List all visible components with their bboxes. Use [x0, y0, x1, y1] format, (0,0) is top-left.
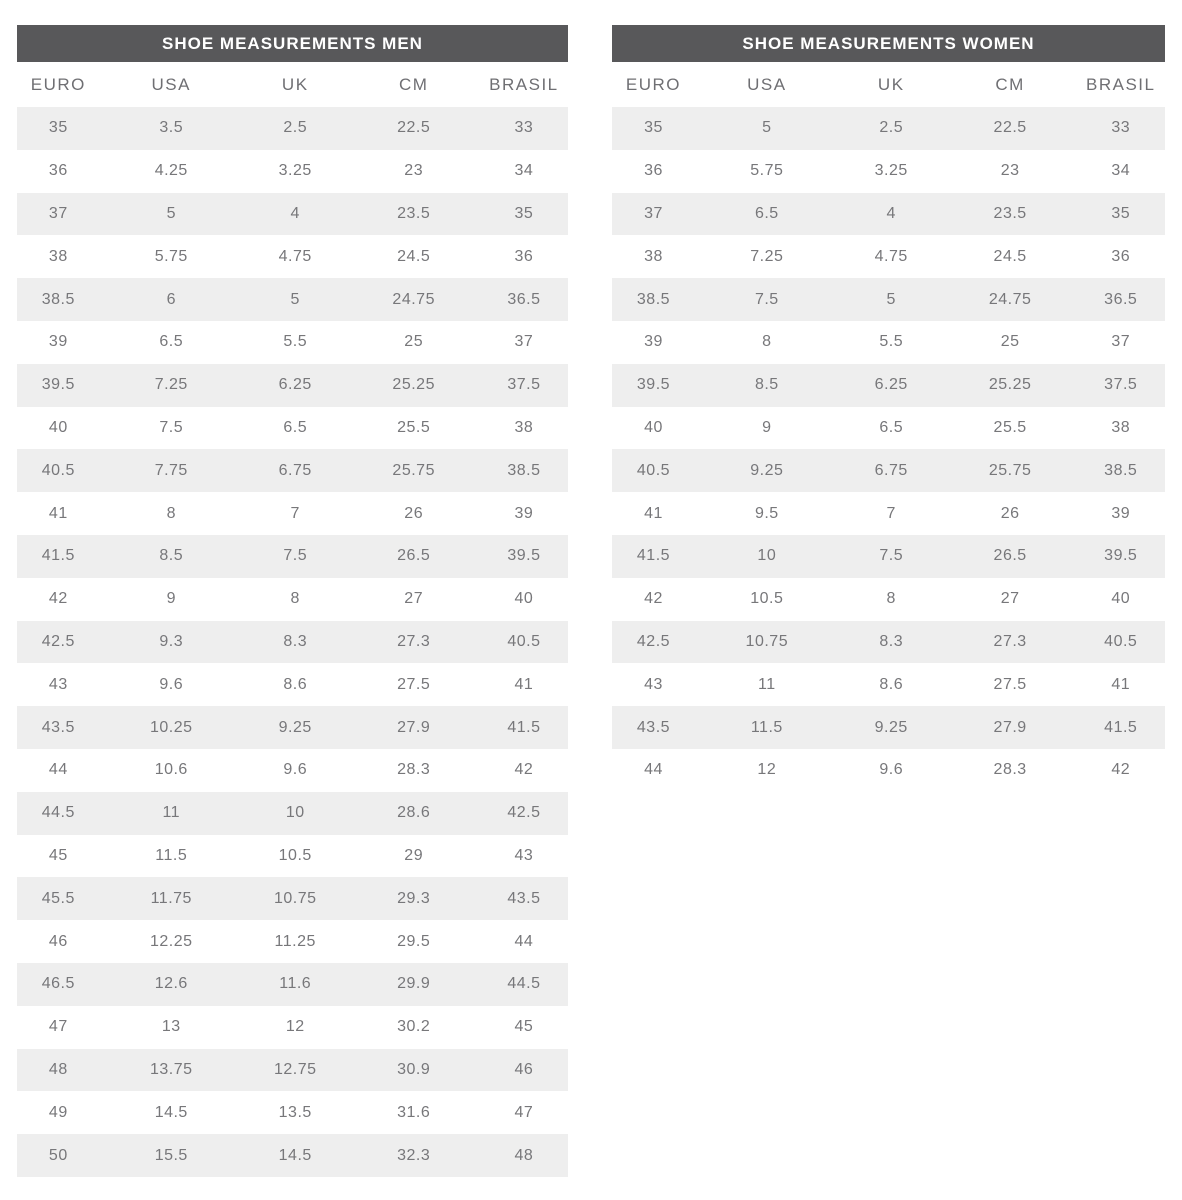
table-row — [612, 193, 1165, 236]
table-cell: 9.6 — [283, 761, 308, 779]
column-header-cm: CM — [398, 74, 429, 94]
table-cell: 25.75 — [988, 461, 1032, 479]
table-cell: 8.3 — [879, 632, 904, 650]
table-row — [17, 535, 568, 578]
table-cell: 36 — [644, 162, 663, 180]
table-row — [17, 621, 568, 664]
table-cell: 39.5 — [636, 376, 671, 394]
table-cell: 43.5 — [41, 718, 75, 736]
table-cell: 31.6 — [397, 1103, 431, 1121]
table-cell: 38.5 — [1104, 461, 1138, 479]
table-row — [612, 278, 1165, 321]
table-cell: 9.6 — [159, 675, 184, 693]
table-cell: 45 — [48, 846, 68, 864]
table-cell: 41 — [48, 504, 68, 522]
table-cell: 11.75 — [150, 889, 192, 907]
table-cell: 42.5 — [636, 632, 671, 650]
table-cell: 40 — [514, 590, 534, 608]
table-cell: 35 — [644, 119, 663, 137]
table-cell: 6.5 — [879, 418, 904, 436]
table-cell: 34 — [514, 162, 534, 180]
men-table-header — [17, 62, 568, 107]
table-cell: 8 — [166, 504, 176, 522]
table-cell: 28.3 — [993, 761, 1027, 779]
table-cell: 6.25 — [278, 376, 312, 394]
table-cell: 35 — [514, 204, 534, 222]
table-row — [612, 663, 1165, 706]
header-row — [612, 62, 1165, 107]
table-cell: 6.75 — [874, 461, 908, 479]
table-row — [17, 877, 568, 920]
table-row — [17, 150, 568, 193]
table-cell: 42 — [1111, 761, 1131, 779]
column-header-euro: EURO — [625, 74, 682, 94]
table-row — [612, 449, 1165, 492]
table-cell: 15.5 — [154, 1146, 188, 1164]
table-cell: 48 — [514, 1146, 534, 1164]
table-cell: 23 — [1000, 162, 1020, 180]
table-cell: 41.5 — [636, 547, 671, 565]
table-cell: 37 — [644, 204, 663, 222]
table-cell: 38 — [514, 418, 534, 436]
table-cell: 38 — [1111, 418, 1131, 436]
table-cell: 26 — [1000, 504, 1020, 522]
table-cell: 10.6 — [154, 761, 188, 779]
table-cell: 10 — [757, 547, 777, 565]
table-cell: 24.75 — [392, 290, 435, 308]
table-cell: 27 — [1000, 590, 1020, 608]
table-cell: 5 — [166, 204, 176, 222]
table-cell: 36.5 — [507, 290, 541, 308]
table-row — [612, 706, 1165, 749]
table-cell: 33 — [514, 119, 534, 137]
table-cell: 38.5 — [507, 461, 541, 479]
table-cell: 8 — [886, 590, 896, 608]
table-cell: 11.25 — [274, 932, 316, 950]
table-row — [612, 107, 1165, 150]
table-cell: 44 — [514, 932, 534, 950]
table-cell: 39 — [48, 333, 68, 351]
table-cell: 36 — [48, 162, 68, 180]
table-cell: 38.5 — [41, 290, 75, 308]
column-header-brasil: BRASIL — [1086, 74, 1156, 94]
table-cell: 13.5 — [278, 1103, 312, 1121]
table-cell: 4 — [290, 204, 300, 222]
table-cell: 42 — [644, 590, 663, 608]
table-cell: 3.25 — [278, 162, 312, 180]
table-cell: 41.5 — [507, 718, 541, 736]
table-cell: 34 — [1111, 162, 1131, 180]
table-row — [612, 749, 1165, 792]
table-cell: 8 — [290, 590, 300, 608]
table-cell: 8.6 — [879, 675, 904, 693]
table-cell: 43 — [514, 846, 534, 864]
table-cell: 11 — [162, 804, 181, 822]
table-cell: 33 — [1111, 119, 1131, 137]
table-cell: 39.5 — [41, 376, 75, 394]
table-row — [612, 621, 1165, 664]
table-cell: 37 — [514, 333, 534, 351]
table-cell: 27.3 — [397, 632, 431, 650]
table-cell: 4.75 — [278, 247, 312, 265]
table-cell: 9.3 — [159, 632, 184, 650]
table-cell: 40 — [48, 418, 68, 436]
table-cell: 40 — [644, 418, 663, 436]
table-row — [17, 1049, 568, 1092]
table-cell: 7.5 — [754, 290, 779, 308]
table-cell: 43 — [48, 675, 68, 693]
table-row — [17, 107, 568, 150]
table-cell: 7 — [290, 504, 300, 522]
table-cell: 25.75 — [392, 461, 435, 479]
table-cell: 37 — [48, 204, 68, 222]
table-cell: 8.5 — [159, 547, 184, 565]
table-cell: 37.5 — [1104, 376, 1138, 394]
table-row — [17, 1091, 568, 1134]
table-cell: 7.5 — [159, 418, 184, 436]
table-cell: 38 — [644, 247, 663, 265]
table-cell: 7.75 — [154, 461, 188, 479]
table-cell: 39 — [1111, 504, 1131, 522]
table-cell: 12 — [757, 761, 777, 779]
table-cell: 40 — [1111, 590, 1131, 608]
table-cell: 35 — [1111, 204, 1131, 222]
table-cell: 41 — [644, 504, 663, 522]
table-row — [612, 407, 1165, 450]
table-cell: 39.5 — [1104, 547, 1138, 565]
table-cell: 24.5 — [397, 247, 431, 265]
table-cell: 27.9 — [397, 718, 431, 736]
table-cell: 30.9 — [397, 1060, 431, 1078]
table-cell: 6.5 — [283, 418, 308, 436]
men-table-title: SHOE MEASUREMENTS MEN — [17, 25, 568, 62]
table-row — [17, 706, 568, 749]
table-cell: 44.5 — [41, 804, 75, 822]
table-cell: 29.9 — [397, 975, 431, 993]
header-row — [17, 62, 568, 107]
table-cell: 29.3 — [397, 889, 431, 907]
table-cell: 5.5 — [879, 333, 904, 351]
table-row — [17, 278, 568, 321]
women-size-table — [612, 25, 1165, 792]
table-cell: 11.6 — [279, 975, 312, 993]
table-cell: 3.25 — [874, 162, 908, 180]
table-cell: 4.25 — [154, 162, 188, 180]
table-cell: 2.5 — [283, 119, 308, 137]
table-cell: 25.25 — [392, 376, 435, 394]
table-cell: 11.5 — [155, 846, 188, 864]
table-cell: 45.5 — [41, 889, 75, 907]
table-row — [17, 193, 568, 236]
table-cell: 5 — [762, 119, 772, 137]
women-table-header — [612, 62, 1165, 107]
table-cell: 28.3 — [397, 761, 431, 779]
women-table — [612, 62, 1165, 792]
table-cell: 8.5 — [754, 376, 779, 394]
column-header-usa: USA — [151, 74, 191, 94]
table-cell: 41 — [514, 675, 534, 693]
table-cell: 38.5 — [636, 290, 671, 308]
table-cell: 40.5 — [507, 632, 541, 650]
table-cell: 9.25 — [874, 718, 908, 736]
table-row — [17, 792, 568, 835]
table-cell: 47 — [48, 1018, 68, 1036]
table-cell: 27.5 — [397, 675, 431, 693]
table-cell: 9 — [166, 590, 176, 608]
table-cell: 27.9 — [993, 718, 1027, 736]
table-cell: 10 — [285, 804, 305, 822]
table-row — [612, 364, 1165, 407]
table-row — [612, 535, 1165, 578]
table-cell: 9.25 — [750, 461, 784, 479]
table-cell: 11.5 — [750, 718, 783, 736]
table-row — [612, 150, 1165, 193]
table-row — [17, 1006, 568, 1049]
table-cell: 2.5 — [879, 119, 904, 137]
column-header-uk: UK — [877, 74, 905, 94]
table-cell: 10.75 — [273, 889, 317, 907]
table-cell: 10.5 — [278, 846, 312, 864]
table-cell: 36 — [1111, 247, 1131, 265]
table-row — [17, 492, 568, 535]
table-cell: 41.5 — [1104, 718, 1138, 736]
table-cell: 39.5 — [507, 547, 541, 565]
table-row — [612, 492, 1165, 535]
column-header-euro: EURO — [30, 74, 86, 94]
table-cell: 3.5 — [159, 119, 184, 137]
table-cell: 40.5 — [41, 461, 75, 479]
table-row — [612, 235, 1165, 278]
table-cell: 41 — [1111, 675, 1131, 693]
table-cell: 10.75 — [745, 632, 789, 650]
table-cell: 14.5 — [278, 1146, 312, 1164]
table-cell: 43.5 — [636, 718, 671, 736]
table-cell: 11 — [758, 675, 776, 693]
table-cell: 5.75 — [154, 247, 188, 265]
table-cell: 4 — [886, 204, 896, 222]
table-cell: 7.25 — [750, 247, 784, 265]
table-cell: 5 — [290, 290, 300, 308]
table-cell: 25 — [1000, 333, 1020, 351]
table-cell: 39 — [514, 504, 534, 522]
table-cell: 5 — [886, 290, 896, 308]
table-cell: 9.5 — [754, 504, 779, 522]
column-header-usa: USA — [747, 74, 787, 94]
table-cell: 44 — [644, 761, 663, 779]
column-header-cm: CM — [995, 74, 1025, 94]
table-cell: 8.3 — [283, 632, 308, 650]
table-cell: 7.5 — [879, 547, 904, 565]
women-table-body — [612, 107, 1165, 792]
table-cell: 43.5 — [507, 889, 541, 907]
table-cell: 23 — [404, 162, 424, 180]
table-cell: 10.5 — [750, 590, 784, 608]
table-cell: 25.25 — [988, 376, 1032, 394]
table-cell: 23.5 — [397, 204, 431, 222]
table-row — [17, 663, 568, 706]
table-cell: 9.25 — [278, 718, 312, 736]
men-table-body — [17, 107, 568, 1177]
table-cell: 49 — [48, 1103, 68, 1121]
table-cell: 30.2 — [397, 1018, 431, 1036]
table-cell: 5.5 — [283, 333, 308, 351]
table-cell: 13 — [161, 1018, 181, 1036]
table-cell: 47 — [514, 1103, 534, 1121]
table-cell: 43 — [644, 675, 663, 693]
table-cell: 45 — [514, 1018, 534, 1036]
table-cell: 46.5 — [41, 975, 75, 993]
table-cell: 6.5 — [754, 204, 779, 222]
table-cell: 23.5 — [993, 204, 1027, 222]
table-cell: 7.25 — [154, 376, 188, 394]
table-cell: 46 — [514, 1060, 534, 1078]
table-cell: 25.5 — [397, 418, 431, 436]
table-cell: 22.5 — [993, 119, 1027, 137]
table-cell: 42.5 — [41, 632, 75, 650]
table-cell: 8 — [762, 333, 772, 351]
table-cell: 40.5 — [636, 461, 671, 479]
table-cell: 26.5 — [397, 547, 431, 565]
table-cell: 41.5 — [41, 547, 75, 565]
table-cell: 29 — [404, 846, 424, 864]
table-cell: 6 — [166, 290, 176, 308]
column-header-uk: UK — [281, 74, 309, 94]
table-row — [17, 235, 568, 278]
table-cell: 39 — [644, 333, 663, 351]
table-cell: 6.5 — [159, 333, 184, 351]
table-cell: 48 — [48, 1060, 68, 1078]
table-cell: 37 — [1111, 333, 1131, 351]
table-cell: 22.5 — [397, 119, 431, 137]
column-header-brasil: BRASIL — [489, 74, 559, 94]
table-row — [17, 920, 568, 963]
table-cell: 13.75 — [149, 1060, 193, 1078]
table-cell: 12.75 — [273, 1060, 317, 1078]
table-cell: 5.75 — [750, 162, 784, 180]
table-cell: 40.5 — [1104, 632, 1138, 650]
table-cell: 38 — [48, 247, 68, 265]
table-row — [17, 407, 568, 450]
table-cell: 36 — [514, 247, 534, 265]
table-cell: 14.5 — [154, 1103, 188, 1121]
table-cell: 42 — [48, 590, 68, 608]
table-cell: 6.75 — [278, 461, 312, 479]
table-cell: 26 — [404, 504, 424, 522]
table-cell: 42 — [514, 761, 534, 779]
table-cell: 44.5 — [507, 975, 541, 993]
table-cell: 24.5 — [993, 247, 1027, 265]
table-cell: 7 — [886, 504, 896, 522]
table-cell: 28.6 — [397, 804, 431, 822]
table-cell: 9 — [762, 418, 772, 436]
table-cell: 9.6 — [879, 761, 904, 779]
table-cell: 12.6 — [154, 975, 188, 993]
table-cell: 46 — [48, 932, 68, 950]
table-row — [17, 835, 568, 878]
table-cell: 6.25 — [874, 376, 908, 394]
table-cell: 8.6 — [283, 675, 308, 693]
table-cell: 27 — [404, 590, 424, 608]
table-cell: 35 — [48, 119, 68, 137]
table-row — [612, 578, 1165, 621]
table-cell: 7.5 — [283, 547, 308, 565]
table-cell: 26.5 — [993, 547, 1027, 565]
table-row — [17, 963, 568, 1006]
table-cell: 4.75 — [874, 247, 908, 265]
table-cell: 37.5 — [507, 376, 541, 394]
table-cell: 42.5 — [507, 804, 541, 822]
table-row — [17, 749, 568, 792]
table-row — [17, 1134, 568, 1177]
table-row — [17, 578, 568, 621]
table-cell: 29.5 — [397, 932, 431, 950]
table-row — [17, 364, 568, 407]
table-cell: 10.25 — [149, 718, 193, 736]
table-cell: 25.5 — [993, 418, 1027, 436]
table-cell: 44 — [48, 761, 68, 779]
table-row — [17, 321, 568, 364]
table-cell: 25 — [404, 333, 424, 351]
table-cell: 50 — [48, 1146, 68, 1164]
table-cell: 27.3 — [993, 632, 1027, 650]
table-cell: 32.3 — [397, 1146, 431, 1164]
table-cell: 27.5 — [993, 675, 1027, 693]
table-cell: 36.5 — [1104, 290, 1138, 308]
table-row — [612, 321, 1165, 364]
table-cell: 12 — [285, 1018, 305, 1036]
table-row — [17, 449, 568, 492]
men-table — [17, 62, 568, 1177]
men-size-table — [17, 25, 568, 1177]
women-table-title: SHOE MEASUREMENTS WOMEN — [612, 25, 1165, 62]
table-cell: 12.25 — [149, 932, 193, 950]
table-cell: 24.75 — [988, 290, 1032, 308]
